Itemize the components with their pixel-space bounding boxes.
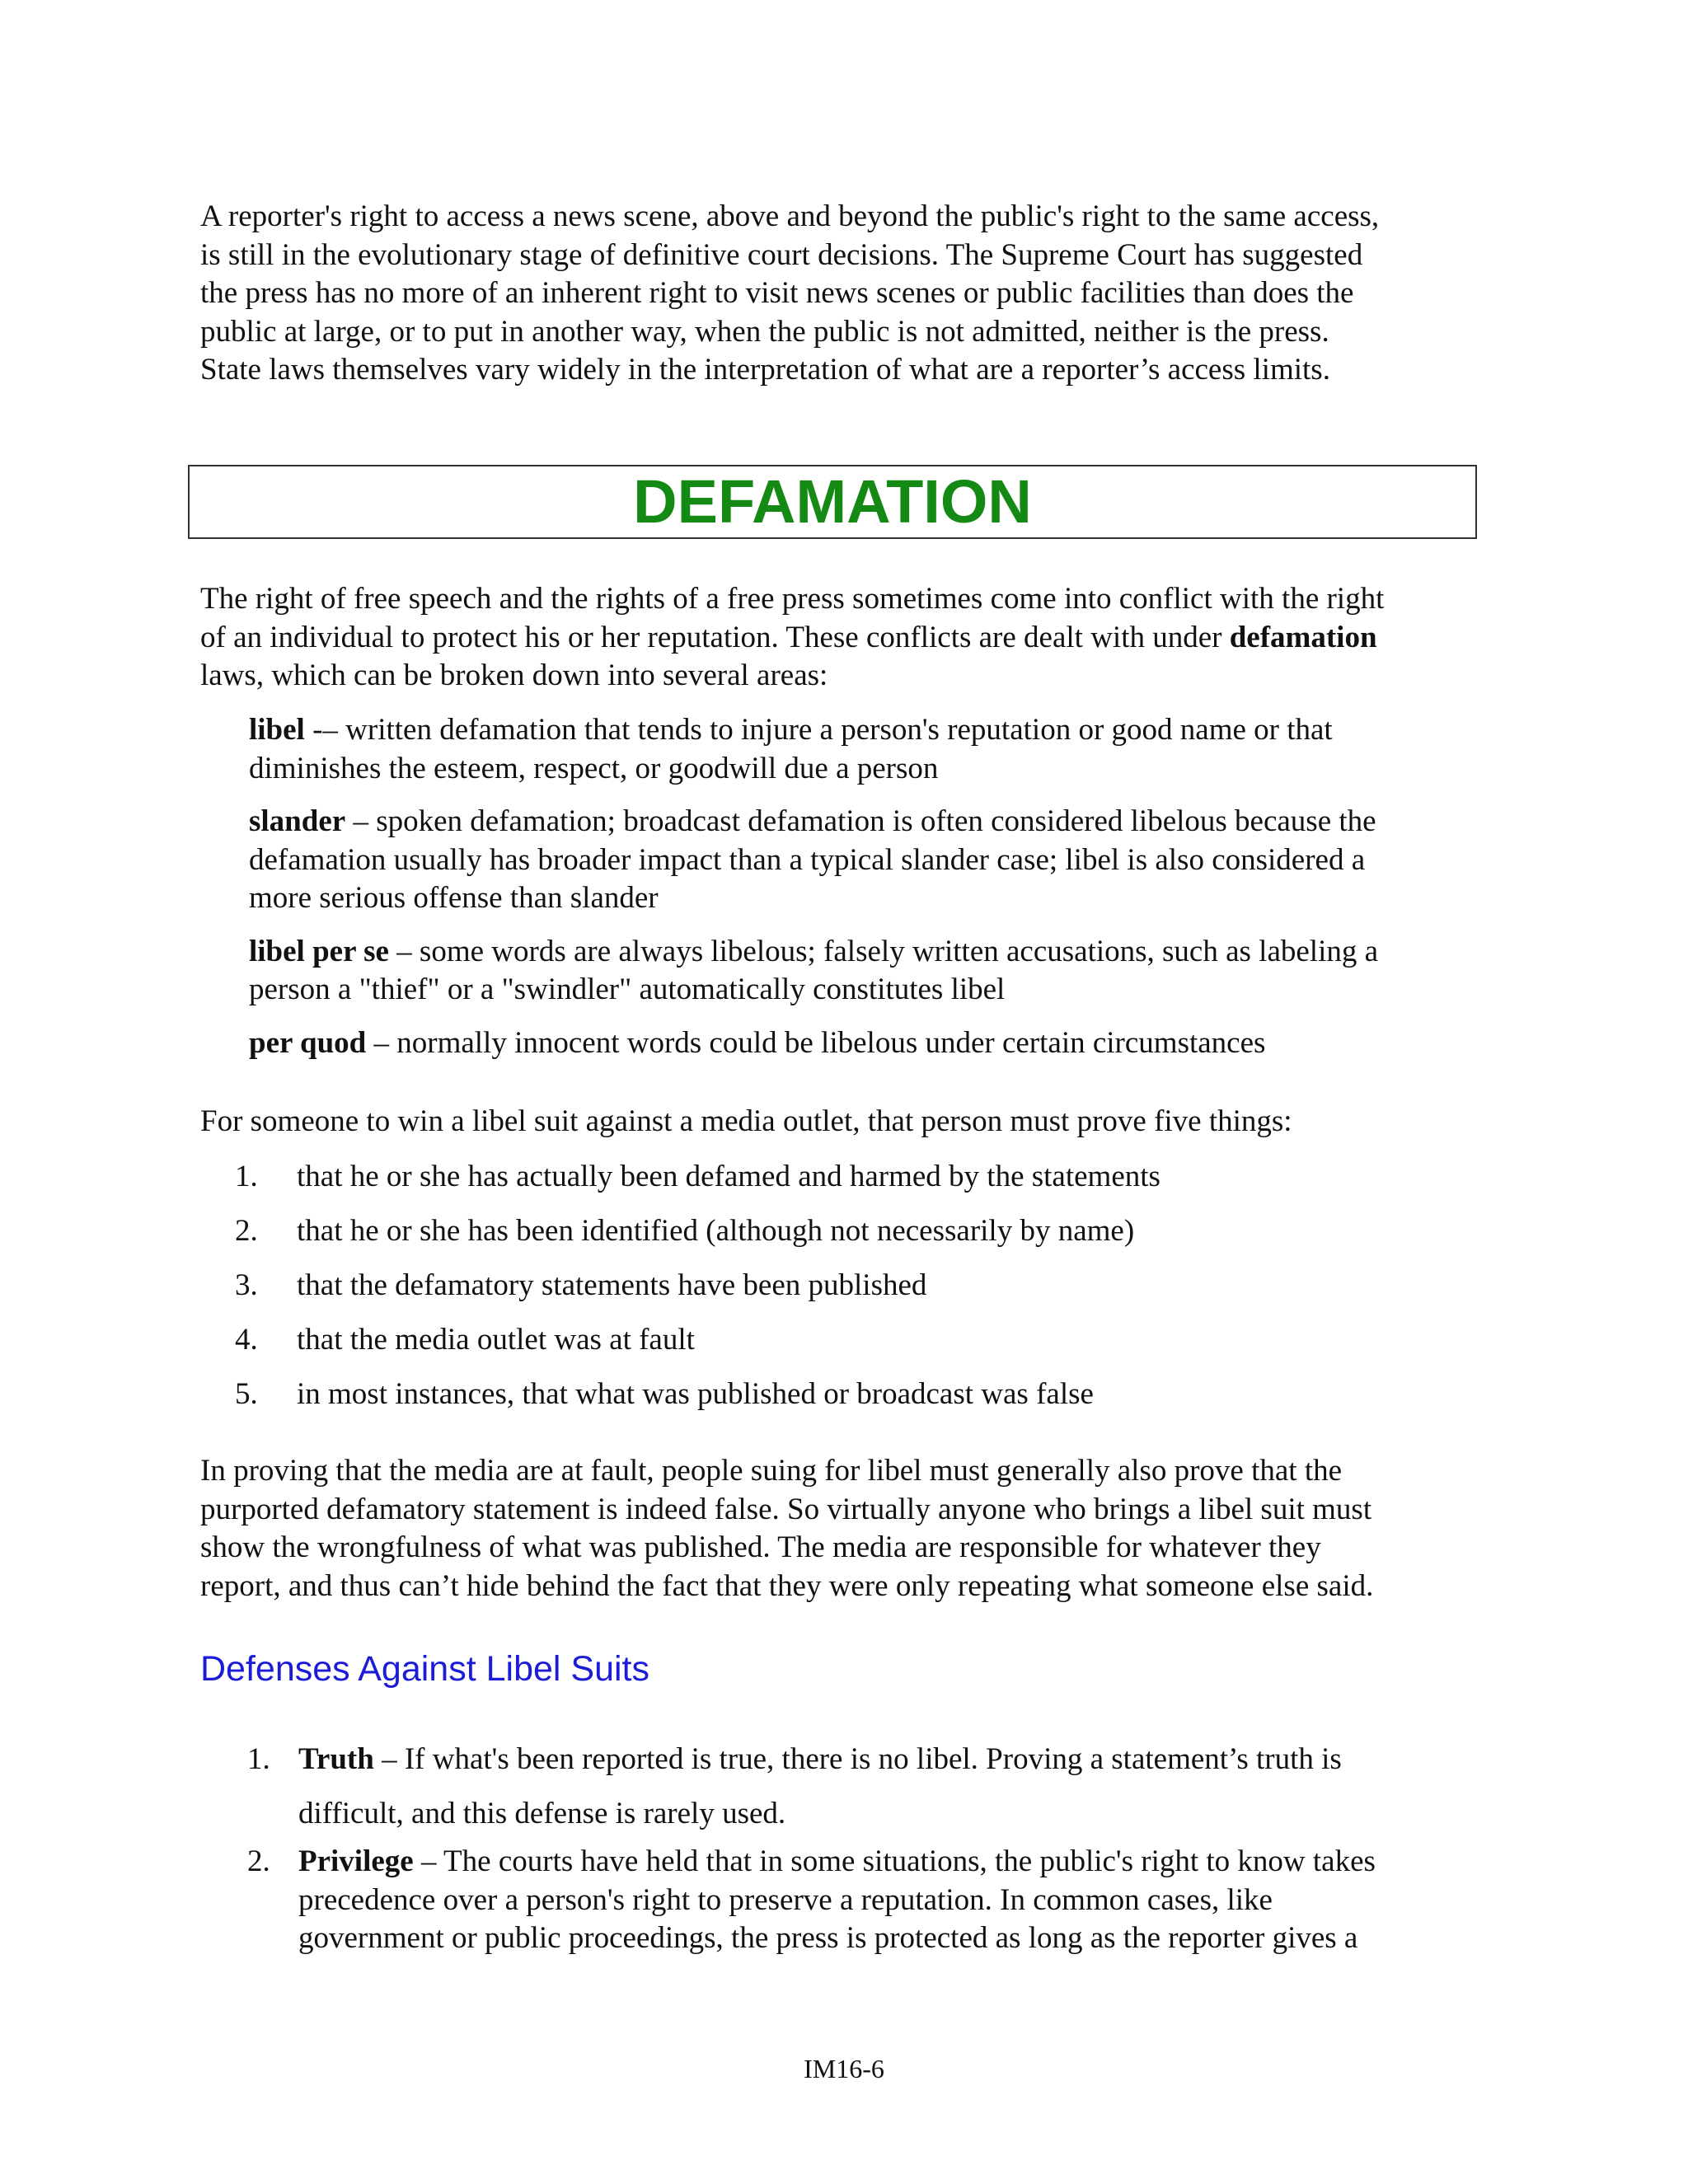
defense-text: – The courts have held that in some situations, the public's right to know takes [413,1844,1376,1878]
defense-term: Privilege [298,1844,414,1878]
text-line: purported defamatory statement is indeed false. So virtually anyone who brings a libel suit must [200,1492,1372,1526]
defense-term: Truth [298,1742,374,1776]
definition-list [249,711,1518,1077]
definition-text: defamation usually has broader impact than a typical slander case; libel is also considered a [249,842,1366,877]
bold-term: defamation [1229,620,1377,654]
text-line [298,1732,1342,1787]
definition-text: – normally innocent words could be libelous under certain circumstances [366,1025,1266,1060]
section-heading-box [188,465,1477,539]
text-line [249,711,1518,750]
definition-text: more serious offense than slander [249,881,659,915]
text-line: For someone to win a libel suit against a media outlet, that person must prove five things: [200,1104,1292,1138]
list-number: 2. [247,1844,270,1878]
definition-text: – some words are always libelous; falsely written accusations, such as labeling a [388,934,1379,968]
definition-text: person a "thief" or a "swindler" automatically constitutes libel [249,972,1006,1006]
defenses-list [247,1732,1484,1958]
section-heading: DEFAMATION [633,467,1032,536]
list-number: 4. [235,1323,258,1357]
text-line [249,803,1518,841]
list-item [235,1212,1160,1267]
defense-text: difficult, and this defense is rarely used. [298,1797,786,1830]
list-number: 1. [247,1742,270,1776]
text-line [249,933,1518,972]
list-item [235,1267,1160,1321]
definition-item-per-quod [249,1024,1518,1063]
text-line: State laws themselves vary widely in the interpretation of what are a reporter’s access limits. [200,353,1330,387]
defamation-intro-paragraph [200,580,1486,696]
five-things-list [235,1158,1160,1430]
list-number: 3. [235,1268,258,1302]
defense-text: – If what's been reported is true, there is no libel. Proving a statement’s truth is [373,1742,1342,1776]
text-line [298,1843,1376,1882]
list-number: 1. [235,1160,258,1193]
list-text [298,1732,1342,1841]
list-item-truth [247,1732,1484,1841]
definition-term: slander [249,804,346,838]
text-line: A reporter's right to access a news scene, above and beyond the public's right to the same access, [200,199,1380,233]
list-text: that the media outlet was at fault [297,1323,695,1357]
list-number: 5. [235,1377,258,1411]
defense-text: government or public proceedings, the press is protected as long as the reporter gives a [298,1921,1358,1955]
definition-item-libel-per-se [249,933,1518,1010]
list-number: 2. [235,1214,258,1248]
list-item [235,1158,1160,1212]
definition-text: diminishes the esteem, respect, or goodwill due a person [249,751,939,785]
list-item [235,1321,1160,1376]
text-line: is still in the evolutionary stage of definitive court decisions. The Supreme Court has suggested [200,237,1363,272]
list-item-privilege [247,1843,1484,1958]
text-line [200,619,1486,658]
definition-text: -– written defamation that tends to injure a person's reputation or good name or that [304,713,1333,747]
fault-paragraph [200,1452,1486,1605]
text-line: The right of free speech and the rights of a free press sometimes come into conflict with the right [200,582,1385,616]
definition-item-libel [249,711,1518,788]
definition-term: libel per se [249,934,389,968]
list-text: that he or she has been identified (although not necessarily by name) [297,1214,1135,1248]
text-line: public at large, or to put in another way, when the public is not admitted, neither is the press. [200,314,1329,349]
text-run: of an individual to protect his or her reputation. These conflicts are dealt with under [200,620,1230,654]
defense-text: precedence over a person's right to preserve a reputation. In common cases, like [298,1882,1273,1917]
list-text: in most instances, that what was published or broadcast was false [297,1377,1094,1411]
definition-term: libel [249,713,305,747]
defenses-subheading: Defenses Against Libel Suits [200,1649,649,1689]
text-line: the press has no more of an inherent right to visit news scenes or public facilities than does the [200,276,1354,310]
intro-paragraph [200,198,1486,390]
list-text: that he or she has actually been defamed and harmed by the statements [297,1160,1160,1193]
list-text [298,1843,1376,1958]
definition-text: – spoken defamation; broadcast defamation is often considered libelous because the [345,804,1376,838]
text-line: show the wrongfulness of what was published. The media are responsible for whatever they [200,1530,1321,1564]
text-line: In proving that the media are at fault, people suing for libel must generally also prove that the [200,1454,1343,1488]
text-line: report, and thus can’t hide behind the fact that they were only repeating what someone else said. [200,1568,1374,1603]
definition-term: per quod [249,1025,367,1060]
definition-item-slander [249,803,1518,918]
text-line [249,1024,1518,1063]
page-footer: IM16-6 [804,2054,884,2083]
list-text: that the defamatory statements have been published [297,1268,927,1302]
list-item [235,1376,1160,1430]
text-line: laws, which can be broken down into several areas: [200,658,828,692]
five-things-intro [200,1103,1486,1141]
